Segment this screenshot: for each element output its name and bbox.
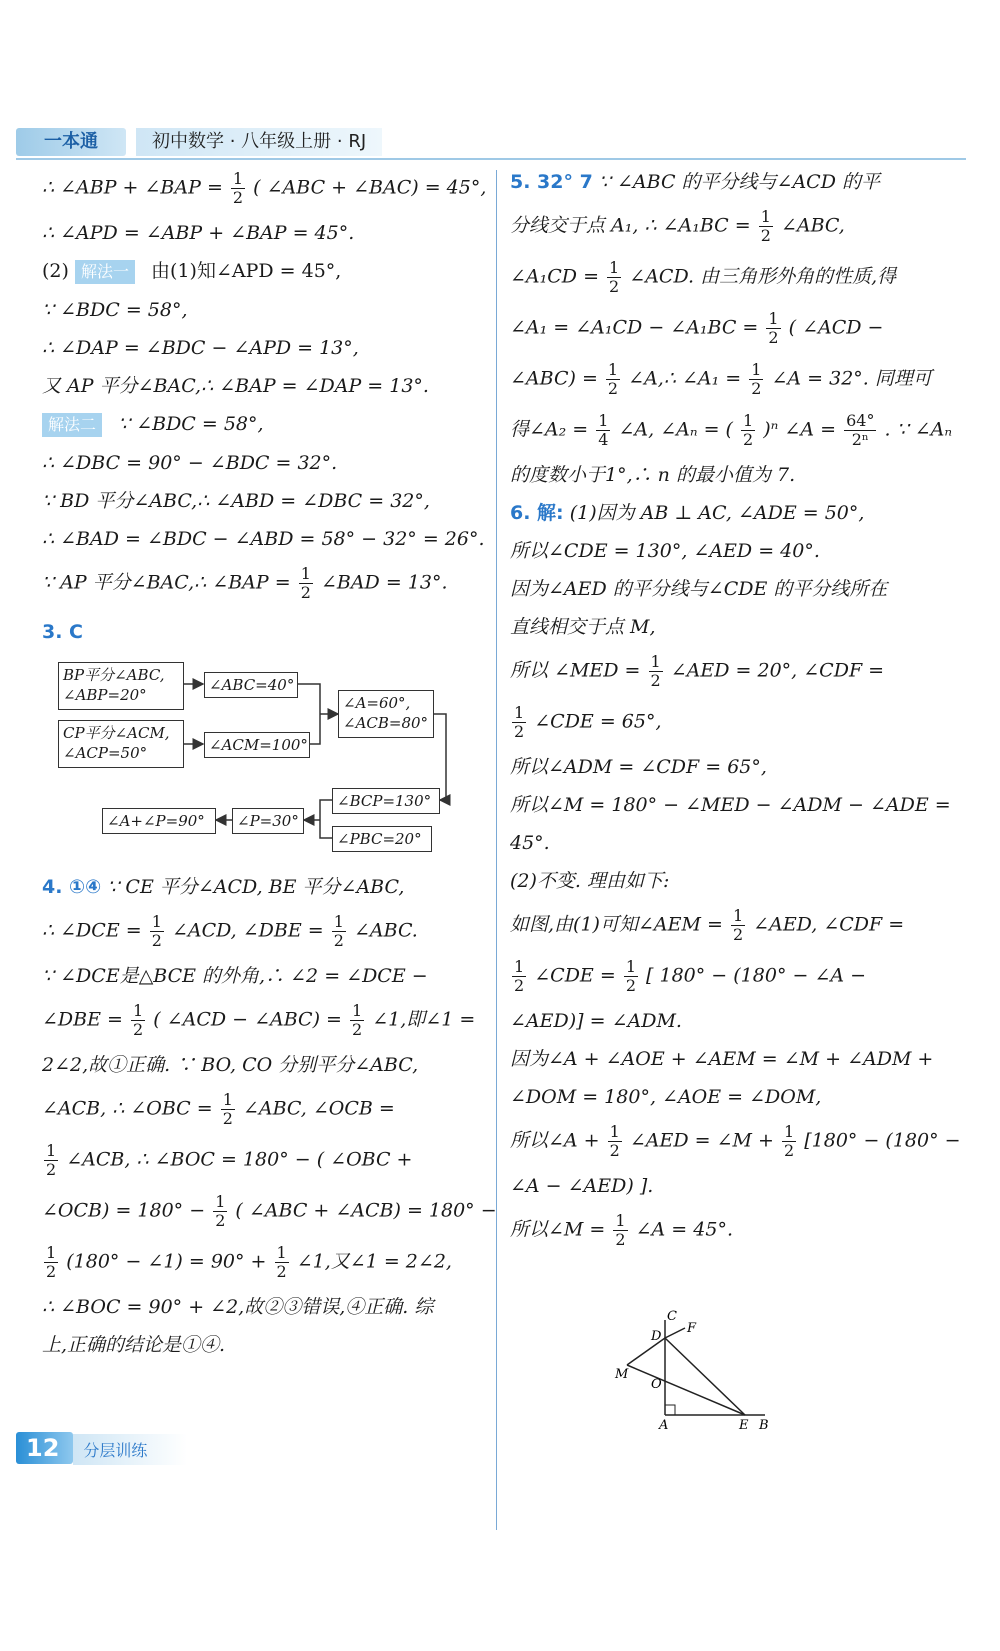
- right-column: [510, 170, 961, 1263]
- text: ∠A=60°,: [343, 694, 411, 712]
- fraction: $\frac{1}{2}$: [151, 912, 162, 950]
- question-4: [42, 875, 497, 1371]
- point-label: E: [739, 1418, 749, 1430]
- book-title: 初中数学 · 八年级上册 · RJ: [136, 128, 382, 156]
- text: (2): [42, 260, 69, 282]
- text-line: ∠A − ∠AED) ].: [510, 1175, 654, 1197]
- flow-box: [58, 662, 184, 710]
- fraction: $\frac{1}{2}$: [276, 1243, 287, 1281]
- text-line: 得∠A₂ = $\frac{1}{4}$ ∠A, ∠Aₙ = ( $\frac{1}{2}$ )ⁿ ∠A = $\frac{64^\circ}{\text{2ⁿ}}$ . ∵ ∠Aₙ: [510, 411, 953, 449]
- text-line: 45°.: [510, 832, 550, 854]
- fraction: $\frac{1}{2}$: [607, 360, 619, 398]
- text-line: 所以∠CDE = 130°, ∠AED = 40°.: [510, 540, 820, 562]
- text-line: $\frac{1}{2}$ ∠ACB, ∴ ∠BOC = 180° − ( ∠OBC +: [46, 1141, 413, 1179]
- fraction: $\frac{1}{2}$: [222, 1090, 233, 1128]
- text-line: ∴ ∠APD = ∠ABP + ∠BAP = 45°.: [42, 222, 355, 244]
- text-line: 因为∠AED 的平分线与∠CDE 的平分线所在: [510, 578, 888, 600]
- point-label: B: [759, 1418, 769, 1430]
- point-label: C: [667, 1310, 677, 1324]
- flowchart: [58, 662, 458, 862]
- fraction: $\frac{1}{2}$: [514, 703, 525, 741]
- fraction: $\frac{1}{2}$: [768, 309, 779, 347]
- fraction: $\frac{1}{2}$: [732, 906, 744, 944]
- text-line: ∵ BD 平分∠ABC,∴ ∠ABD = ∠DBC = 32°,: [42, 490, 430, 512]
- question-number: 5. 32° 7: [510, 171, 593, 193]
- text-line: 如图,由(1)可知∠AEM = $\frac{1}{2}$ ∠AED, ∠CDF =: [510, 906, 905, 944]
- fraction: $\frac{1}{2}$: [352, 1001, 363, 1039]
- text-line: $\frac{1}{2}$ (180° − ∠1) = 90° + $\frac{1}{2}$ ∠1,又∠1 = 2∠2,: [46, 1243, 452, 1281]
- text-line: 又 AP 平分∠BAC,∴ ∠BAP = ∠DAP = 13°.: [42, 375, 429, 397]
- fraction: $\frac{1}{2}$: [784, 1122, 795, 1160]
- fraction: $\frac{1}{2}$: [215, 1192, 226, 1230]
- flow-box: ∠BCP=130°: [332, 788, 440, 814]
- text-line: [42, 259, 487, 284]
- fraction: $\frac{1}{2}$: [615, 1211, 626, 1249]
- column-divider: [496, 170, 497, 1530]
- text: ∴ ∠ABP + ∠BAP =: [42, 176, 223, 199]
- fraction: $\frac{64^\circ}{\text{2ⁿ}}$: [846, 411, 875, 449]
- fraction: $\frac{1}{2}$: [46, 1141, 57, 1179]
- flow-box: ∠P=30°: [232, 808, 304, 834]
- text-line: 所以 ∠MED = $\frac{1}{2}$ ∠AED = 20°, ∠CDF =: [510, 652, 885, 690]
- method-badge: 解法二: [42, 413, 102, 437]
- text-line: 所以∠M = 180° − ∠MED − ∠ADM − ∠ADE =: [510, 794, 951, 816]
- geometry-figure: [605, 1310, 805, 1430]
- text-line: [42, 565, 487, 602]
- flow-box: [58, 720, 184, 768]
- footer-label: 分层训练: [73, 1434, 187, 1465]
- question-number: 6. 解:: [510, 502, 564, 524]
- text-line: ∴ ∠BOC = 90° + ∠2,故②③错误,④正确. 综: [42, 1296, 434, 1318]
- text-line: ∠DBE = $\frac{1}{2}$ ( ∠ACD − ∠ABC) = $\frac{1}{2}$ ∠1,即∠1 =: [42, 1001, 476, 1039]
- text-line: 所以∠ADM = ∠CDF = 65°,: [510, 756, 767, 778]
- text-line: 2∠2,故①正确. ∵ BO, CO 分别平分∠ABC,: [42, 1054, 419, 1076]
- text-line: 因为∠A + ∠AOE + ∠AEM = ∠M + ∠ADM +: [510, 1048, 934, 1070]
- question-3: [42, 620, 487, 644]
- fraction: $\frac{1}{2}$: [625, 957, 636, 995]
- point-label: D: [651, 1329, 662, 1344]
- text-line: ∠OCB) = 180° − $\frac{1}{2}$ ( ∠ABC + ∠ACB) = 180° −: [42, 1192, 497, 1230]
- text: ∠ACP=50°: [63, 744, 148, 762]
- method-badge: 解法一: [75, 260, 135, 284]
- question-number: 4. ①④: [42, 876, 102, 898]
- fraction: $\frac{1}{2}$: [609, 1122, 620, 1160]
- point-label: M: [615, 1367, 629, 1382]
- text: BP平分∠ABC,: [63, 666, 165, 684]
- series-logo: 一本通: [16, 128, 126, 156]
- text: ∠ABP=20°: [63, 686, 147, 704]
- text-line: $\frac{1}{2}$ ∠CDE = $\frac{1}{2}$ [ 180° − (180° − ∠A −: [514, 957, 867, 995]
- flow-box: [338, 690, 434, 738]
- text-line: ∠AED)] = ∠ADM.: [510, 1010, 682, 1032]
- left-column: [42, 170, 487, 658]
- flow-box: ∠PBC=20°: [332, 826, 432, 852]
- text-line: 6. 解: (1)因为 AB ⊥ AC, ∠ADE = 50°,: [510, 502, 865, 524]
- fraction: $\frac{1}{2}$: [232, 169, 244, 207]
- text-line: ∵ ∠BDC = 58°,: [42, 299, 188, 321]
- text: ∠ACB=80°: [343, 714, 429, 732]
- text-line: 上,正确的结论是①④.: [42, 1334, 226, 1356]
- text-line: 所以∠M = $\frac{1}{2}$ ∠A = 45°.: [510, 1211, 733, 1249]
- fraction: $\frac{1}{2}$: [760, 207, 771, 245]
- text: ∠BAD = 13°.: [320, 571, 448, 594]
- text-line: ∠DOM = 180°, ∠AOE = ∠DOM,: [510, 1086, 822, 1108]
- point-label: F: [687, 1321, 697, 1336]
- text: 由(1)知∠APD = 45°,: [151, 260, 342, 282]
- text-line: 的度数小于1°,∴ n 的最小值为 7.: [510, 464, 796, 486]
- text-line: ∠ABC) = $\frac{1}{2}$ ∠A,∴ ∠A₁ = $\frac{1}{2}$ ∠A = 32°. 同理可: [510, 360, 932, 398]
- text: ∵ AP 平分∠BAC,∴ ∠BAP =: [42, 571, 291, 594]
- text-line: 分线交于点 A₁, ∴ ∠A₁BC = $\frac{1}{2}$ ∠ABC,: [510, 207, 845, 245]
- flow-box: ∠ABC=40°: [204, 672, 298, 698]
- text-line: ∠ACB, ∴ ∠OBC = $\frac{1}{2}$ ∠ABC, ∠OCB =: [42, 1090, 395, 1128]
- text-line: 直线相交于点 M,: [510, 616, 656, 638]
- text-line: 5. 32° 7 ∵ ∠ABC 的平分线与∠ACD 的平: [510, 171, 880, 193]
- flow-box: ∠ACM=100°: [204, 732, 310, 758]
- fraction: $\frac{1}{2}$: [514, 957, 525, 995]
- text-line: ∴ ∠DAP = ∠BDC − ∠APD = 13°,: [42, 337, 359, 359]
- page-header: [16, 120, 966, 160]
- text: ( ∠ABC + ∠BAC) = 45°,: [253, 176, 487, 199]
- text-line: ∵ ∠DCE是△BCE 的外角,∴ ∠2 = ∠DCE −: [42, 965, 428, 987]
- text: CP平分∠ACM,: [63, 724, 170, 742]
- text-line: ∠A₁ = ∠A₁CD − ∠A₁BC = $\frac{1}{2}$ ( ∠ACD −: [510, 309, 884, 347]
- text-line: [42, 412, 487, 437]
- text-line: [42, 170, 487, 207]
- page-number: 12: [16, 1432, 73, 1464]
- text-line: ∴ ∠BAD = ∠BDC − ∠ABD = 58° − 32° = 26°.: [42, 528, 485, 550]
- fraction: $\frac{1}{2}$: [333, 912, 344, 950]
- fraction: $\frac{1}{2}$: [743, 411, 754, 449]
- text-line: (2)不变. 理由如下:: [510, 870, 670, 892]
- page-footer: [16, 1432, 187, 1465]
- text: ∵ CE 平分∠ACD, BE 平分∠ABC,: [107, 876, 405, 898]
- text-line: 所以∠A + $\frac{1}{2}$ ∠AED = ∠M + $\frac{1}{2}$ [180° − (180° −: [510, 1122, 961, 1160]
- text-line: ∠A₁CD = $\frac{1}{2}$ ∠ACD. 由三角形外角的性质,得: [510, 258, 897, 296]
- point-label: A: [659, 1418, 669, 1430]
- flow-box: ∠A+∠P=90°: [102, 808, 216, 834]
- header-rule: [16, 158, 966, 160]
- fraction: $\frac{1}{2}$: [650, 652, 661, 690]
- fraction: $\frac{1}{2}$: [300, 564, 311, 602]
- text-line: ∴ ∠DBC = 90° − ∠BDC = 32°.: [42, 452, 338, 474]
- fraction: $\frac{1}{4}$: [598, 411, 609, 449]
- fraction: $\frac{1}{2}$: [133, 1001, 144, 1039]
- text-line: $\frac{1}{2}$ ∠CDE = 65°,: [514, 703, 662, 741]
- fraction: $\frac{1}{2}$: [751, 360, 762, 398]
- text-line: ∴ ∠DCE = $\frac{1}{2}$ ∠ACD, ∠DBE = $\frac{1}{2}$ ∠ABC.: [42, 912, 418, 950]
- text-line: [42, 875, 487, 899]
- fraction: $\frac{1}{2}$: [609, 258, 620, 296]
- point-label: O: [651, 1377, 662, 1392]
- question-number: 3. C: [42, 621, 83, 643]
- fraction: $\frac{1}{2}$: [46, 1243, 57, 1281]
- text: ∵ ∠BDC = 58°,: [118, 413, 264, 435]
